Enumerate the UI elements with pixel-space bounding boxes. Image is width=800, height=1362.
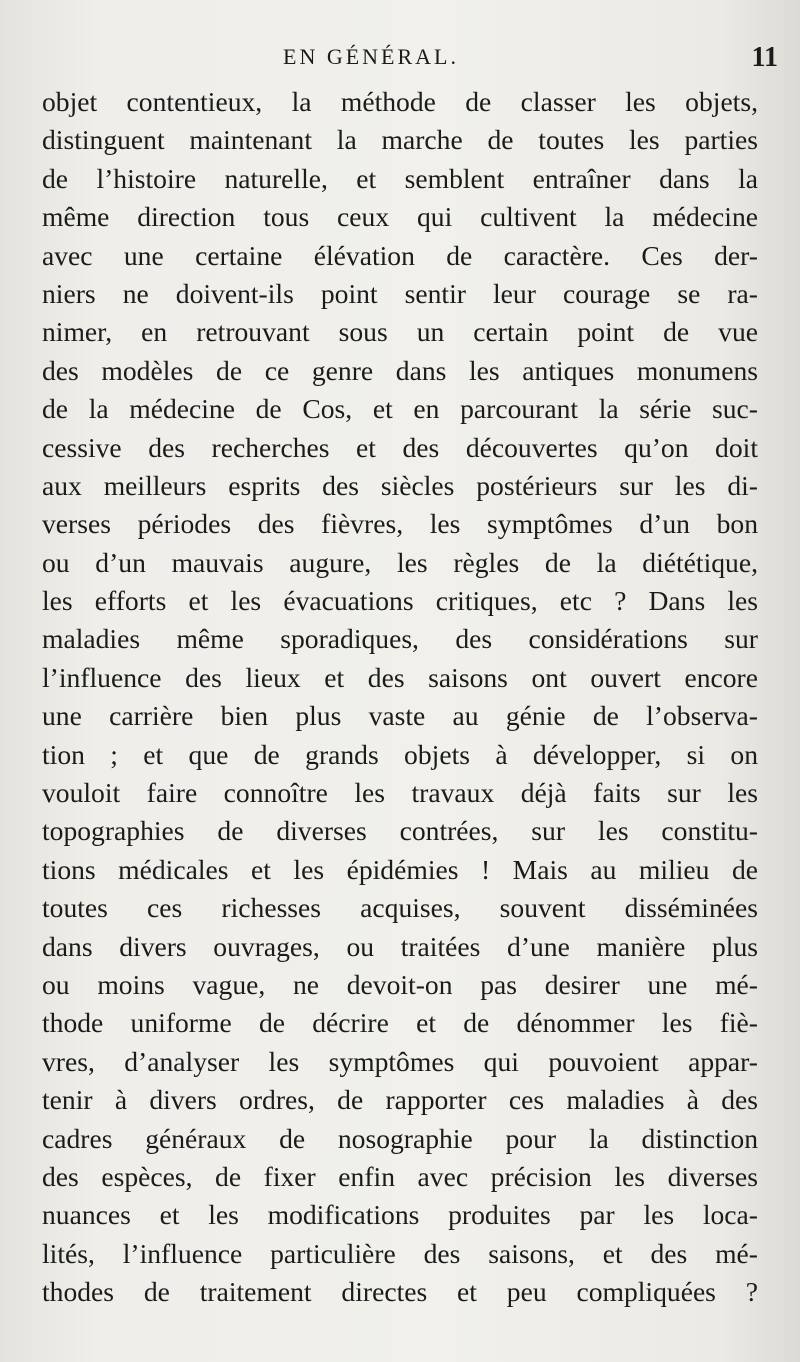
text-line: niers ne doivent-ils point sentir leur courage se ra- (42, 277, 758, 309)
text-line: nimer, en retrouvant sous un certain point de vue (42, 316, 758, 348)
text-line: avec une certaine élévation de caractère. Ces der- (42, 239, 758, 271)
page-number: 11 (751, 42, 778, 73)
text-line: ou d’un mauvais augure, les règles de la diététique, (42, 546, 758, 578)
text-line: verses périodes des fièvres, les symptômes d’un bon (42, 508, 758, 540)
text-line: une carrière bien plus vaste au génie de l’observa- (42, 700, 758, 732)
text-line: cadres généraux de nosographie pour la distinction (42, 1122, 758, 1154)
text-line: objet contentieux, la méthode de classer les objets, (42, 86, 758, 117)
text-line: thode uniforme de décrire et de dénommer les fiè- (42, 1007, 758, 1039)
text-line: maladies même sporadiques, des considérations sur (42, 623, 758, 655)
text-line: les efforts et les évacuations critiques, etc ? Dans les (42, 585, 758, 617)
text-line: de l’histoire naturelle, et semblent entraîner dans la (42, 162, 758, 194)
text-line: cessive des recherches et des découvertes qu’on doit (42, 431, 758, 463)
running-title: EN GÉNÉRAL. (283, 44, 459, 69)
text-line: tenir à divers ordres, de rapporter ces maladies à des (42, 1084, 758, 1116)
text-line: l’influence des lieux et des saisons ont ouvert encore (42, 661, 758, 693)
text-line: même direction tous ceux qui cultivent la médecine (42, 201, 758, 233)
text-line: tion ; et que de grands objets à développer, si on (42, 738, 758, 770)
text-line: dans divers ouvrages, ou traitées d’une manière plus (42, 930, 758, 962)
text-line: de la médecine de Cos, et en parcourant la série suc- (42, 393, 758, 425)
body-text (42, 83, 758, 1312)
text-line: topographies de diverses contrées, sur les constitu- (42, 815, 758, 847)
text-line: thodes de traitement directes et peu compliquées ? (42, 1276, 758, 1308)
text-line: distinguent maintenant la marche de toutes les parties (42, 124, 758, 156)
running-header (0, 44, 800, 74)
text-line: toutes ces richesses acquises, souvent disséminées (42, 892, 758, 924)
text-line: nuances et les modifications produites par les loca- (42, 1199, 758, 1231)
text-line: ou moins vague, ne devoit-on pas desirer une mé- (42, 968, 758, 1000)
text-line: tions médicales et les épidémies ! Mais au milieu de (42, 853, 758, 885)
text-line: aux meilleurs esprits des siècles postérieurs sur les di- (42, 469, 758, 501)
text-line: lités, l’influence particulière des saisons, et des mé- (42, 1237, 758, 1269)
text-line: vouloit faire connoître les travaux déjà faits sur les (42, 777, 758, 809)
text-line: des modèles de ce genre dans les antiques monumens (42, 354, 758, 386)
text-line: vres, d’analyser les symptômes qui pouvoient appar- (42, 1045, 758, 1077)
text-line: des espèces, de fixer enfin avec précision les diverses (42, 1160, 758, 1192)
